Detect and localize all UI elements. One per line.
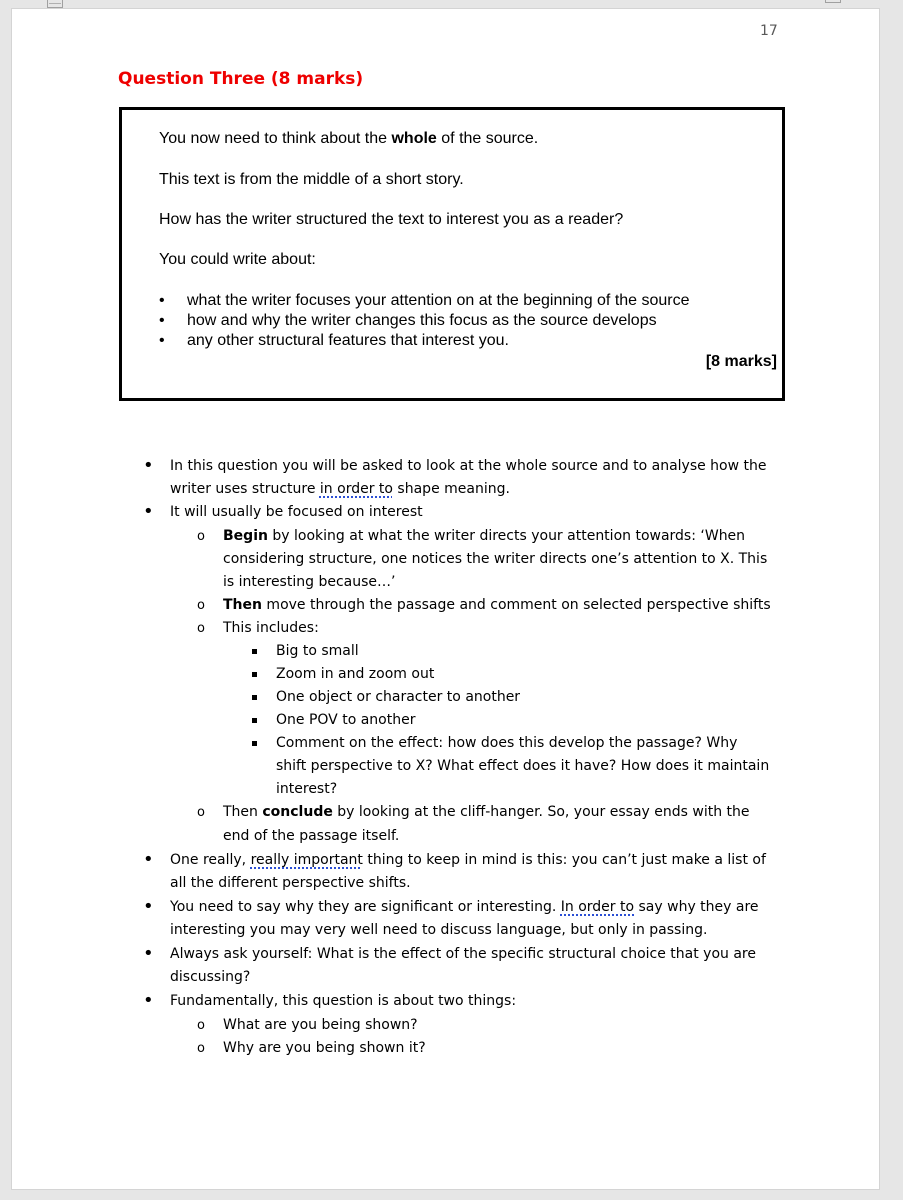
note-line: end of the passage itself.	[223, 828, 400, 844]
note-text: say why they are	[634, 899, 759, 915]
square-bullet-icon	[249, 687, 259, 707]
note-line: interest?	[276, 781, 338, 797]
page-corner-mark-right	[825, 0, 841, 3]
grammar-suggestion[interactable]: In order to	[560, 899, 635, 915]
note-bold: Begin	[223, 528, 268, 544]
bullet-icon	[143, 502, 153, 523]
note-text: by looking at what the writer directs your attention towards: ‘When	[267, 528, 746, 544]
note-line: interesting you may very well need to discuss language, but only in passing.	[170, 922, 708, 938]
grammar-suggestion[interactable]: in order to	[319, 481, 393, 497]
page-number: 17	[760, 23, 778, 39]
square-bullet-icon	[249, 710, 259, 730]
bullet-icon: •	[159, 292, 165, 309]
bullet-icon	[143, 456, 153, 477]
note-line: Zoom in and zoom out	[276, 666, 435, 682]
note-line: Why are you being shown it?	[223, 1040, 426, 1056]
circle-bullet-icon	[196, 526, 206, 547]
note-text: One really,	[170, 852, 251, 868]
note-line	[170, 897, 759, 917]
note-line: is interesting because…’	[223, 574, 396, 590]
page-corner-mark-left	[47, 0, 63, 8]
note-text: You need to say why they are significant or interesting.	[170, 899, 561, 915]
question-line1-post: of the source.	[436, 130, 539, 147]
note-line: In this question you will be asked to look at the whole source and to analyse how the	[170, 458, 767, 474]
note-line: It will usually be focused on interest	[170, 504, 423, 520]
question-box-line-3: How has the writer structured the text to interest you as a reader?	[159, 211, 624, 228]
note-line: Big to small	[276, 643, 359, 659]
note-bold: conclude	[262, 804, 333, 820]
square-bullet-icon	[249, 733, 259, 753]
question-box-line-1	[159, 130, 538, 148]
question-box-line-4: You could write about:	[159, 251, 316, 268]
note-text: thing to keep in mind is this: you can’t just make a list of	[362, 852, 766, 868]
note-line	[170, 850, 766, 870]
square-bullet-icon	[249, 664, 259, 684]
question-title: Question Three (8 marks)	[118, 69, 364, 89]
grammar-suggestion[interactable]: really important	[250, 852, 363, 868]
note-line: Fundamentally, this question is about two things:	[170, 993, 517, 1009]
bullet-icon	[143, 991, 153, 1012]
marks-label: [8 marks]	[705, 353, 777, 370]
note-line: This includes:	[223, 620, 319, 636]
note-text: move through the passage and comment on selected perspective shifts	[261, 597, 771, 613]
note-line	[223, 526, 745, 546]
question-box-bullet-text: what the writer focuses your attention on at the beginning of the source	[187, 292, 690, 309]
question-line1-pre: You now need to think about the	[159, 130, 392, 147]
question-box	[119, 107, 785, 401]
note-bold: Then	[223, 597, 262, 613]
note-line: considering structure, one notices the writer directs one’s attention to X. This	[223, 551, 768, 567]
note-line	[223, 595, 771, 615]
question-box-line-2: This text is from the middle of a short story.	[159, 171, 464, 188]
document-page	[11, 8, 880, 1190]
note-line: discussing?	[170, 969, 251, 985]
note-line: shift perspective to X? What effect does it have? How does it maintain	[276, 758, 770, 774]
note-line: all the different perspective shifts.	[170, 875, 411, 891]
note-line: One POV to another	[276, 712, 416, 728]
note-line: One object or character to another	[276, 689, 521, 705]
question-box-bullet-text: how and why the writer changes this focus as the source develops	[187, 312, 657, 329]
note-text: by looking at the cliff-hanger. So, your essay ends with the	[332, 804, 750, 820]
note-text: Then	[223, 804, 263, 820]
bullet-icon	[143, 850, 153, 871]
note-text: shape meaning.	[392, 481, 510, 497]
circle-bullet-icon	[196, 802, 206, 823]
question-box-bullet-text: any other structural features that interest you.	[187, 332, 509, 349]
bullet-icon	[143, 897, 153, 918]
square-bullet-icon	[249, 641, 259, 661]
note-line: What are you being shown?	[223, 1017, 418, 1033]
bullet-icon: •	[159, 312, 165, 329]
circle-bullet-icon	[196, 1038, 206, 1059]
circle-bullet-icon	[196, 618, 206, 639]
circle-bullet-icon	[196, 595, 206, 616]
note-text: writer uses structure	[170, 481, 320, 497]
circle-bullet-icon	[196, 1015, 206, 1036]
bullet-icon	[143, 944, 153, 965]
question-line1-bold: whole	[391, 130, 437, 147]
note-line	[170, 479, 510, 499]
bullet-icon: •	[159, 332, 165, 349]
note-line: Always ask yourself: What is the effect of the specific structural choice that you are	[170, 946, 756, 962]
note-line: Comment on the effect: how does this develop the passage? Why	[276, 735, 738, 751]
note-line	[223, 802, 750, 822]
